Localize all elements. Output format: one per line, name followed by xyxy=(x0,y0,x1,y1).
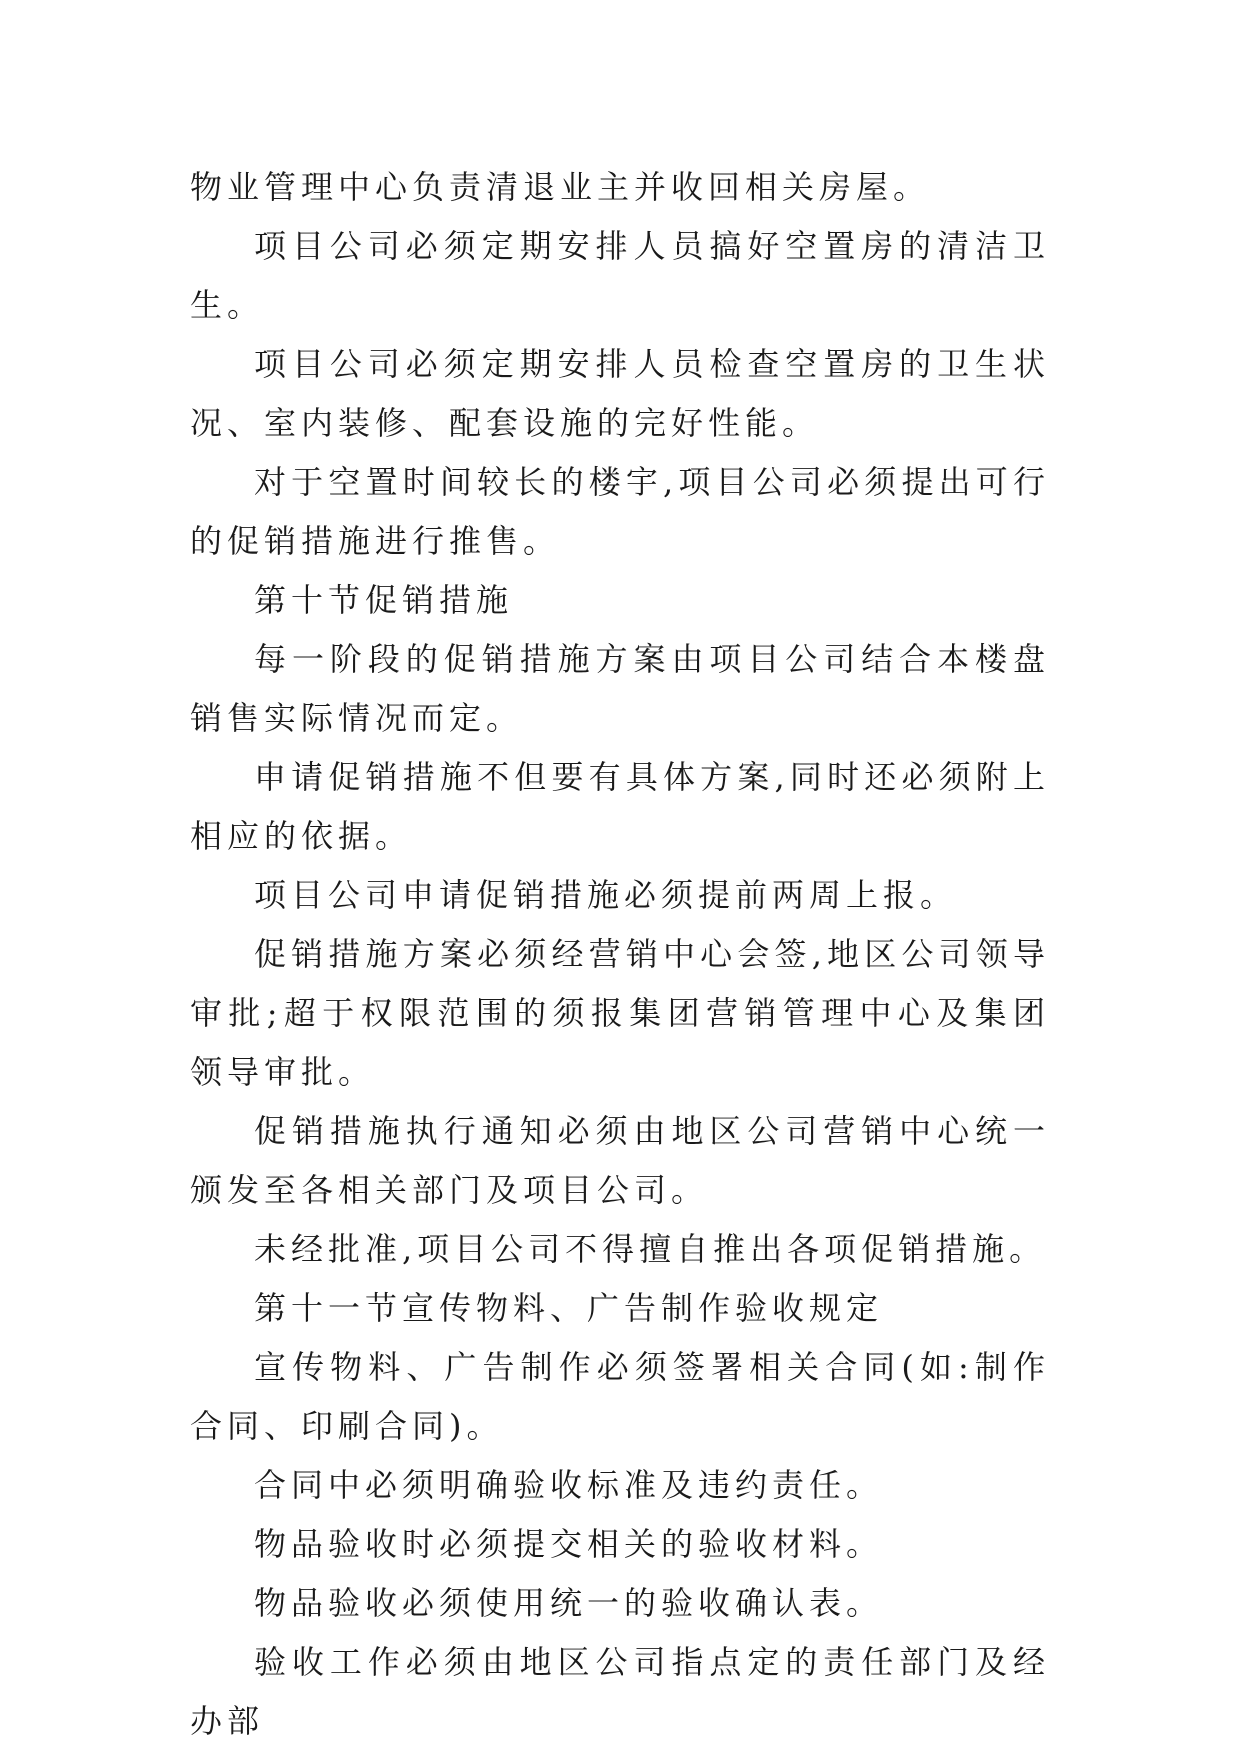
paragraph: 申请促销措施不但要有具体方案,同时还必须附上相应的依据。 xyxy=(190,758,1050,855)
paragraph: 项目公司必须定期安排人员检查空置房的卫生状况、室内装修、配套设施的完好性能。 xyxy=(190,345,1050,442)
document-body xyxy=(190,158,1050,1751)
paragraph: 物品验收时必须提交相关的验收材料。 xyxy=(254,1525,884,1563)
paragraph: 促销措施方案必须经营销中心会签,地区公司领导审批;超于权限范围的须报集团营销管理中心及集团领导审批。 xyxy=(190,935,1050,1091)
paragraph: 项目公司必须定期安排人员搞好空置房的清洁卫生。 xyxy=(190,227,1050,324)
paragraph-continuation: 物业管理中心负责清退业主并收回相关房屋。 xyxy=(190,168,931,206)
section-heading: 第十一节宣传物料、广告制作验收规定 xyxy=(254,1289,884,1327)
paragraph: 验收工作必须由地区公司指点定的责任部门及经办部 xyxy=(190,1643,1050,1740)
paragraph: 合同中必须明确验收标准及违约责任。 xyxy=(254,1466,884,1504)
paragraph: 对于空置时间较长的楼宇,项目公司必须提出可行的促销措施进行推售。 xyxy=(190,463,1050,560)
paragraph: 每一阶段的促销措施方案由项目公司结合本楼盘销售实际情况而定。 xyxy=(190,640,1050,737)
paragraph: 物品验收必须使用统一的验收确认表。 xyxy=(254,1584,884,1622)
paragraph: 促销措施执行通知必须由地区公司营销中心统一颁发至各相关部门及项目公司。 xyxy=(190,1112,1050,1209)
paragraph: 宣传物料、广告制作必须签署相关合同(如:制作合同、印刷合同)。 xyxy=(190,1348,1050,1445)
paragraph: 项目公司申请促销措施必须提前两周上报。 xyxy=(254,876,958,914)
section-heading: 第十节促销措施 xyxy=(254,581,514,619)
paragraph: 未经批准,项目公司不得擅自推出各项促销措施。 xyxy=(254,1230,1047,1268)
